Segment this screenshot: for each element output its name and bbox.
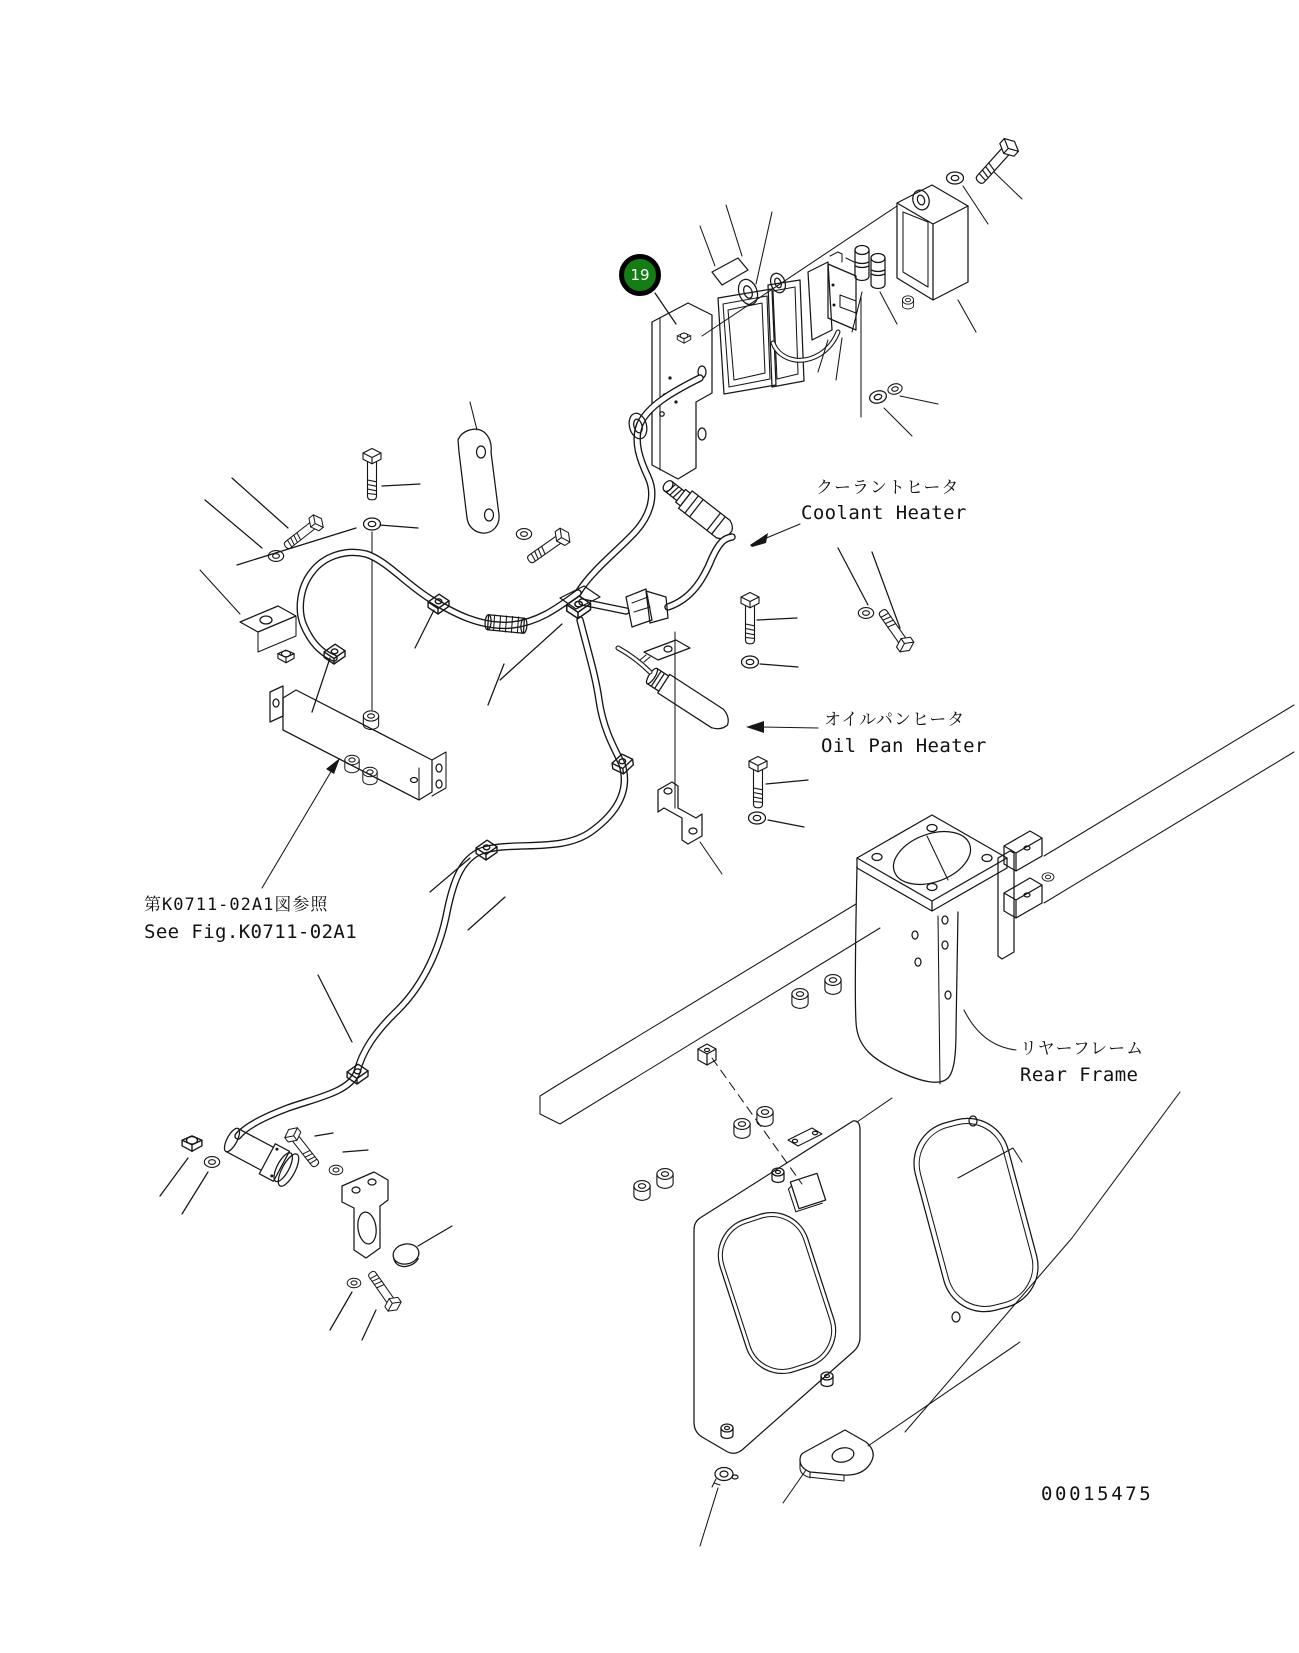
- threaded-fitting-drawing: [484, 615, 527, 634]
- oil-pan-heater-arrow: [746, 721, 818, 733]
- part-callout-19[interactable]: [619, 254, 661, 296]
- z-bracket-drawing: [658, 782, 722, 874]
- coolant-heater-label-jp: クーラントヒータ: [816, 478, 960, 498]
- bottom-connector-drawing: [219, 1122, 421, 1269]
- rear-frame-drawing: [540, 705, 1294, 1546]
- fasteners-drawing: [182, 449, 916, 1315]
- oil-pan-heater-label-en: Oil Pan Heater: [821, 735, 987, 757]
- connector-plug-drawing: [626, 589, 668, 627]
- rear-frame-label-jp: リヤーフレーム: [1020, 1039, 1145, 1059]
- coolant-heater-label-en: Coolant Heater: [801, 502, 967, 524]
- rear-frame-label-en: Rear Frame: [1020, 1064, 1139, 1086]
- washers-mid-right: [868, 382, 938, 436]
- coolant-heater-arrow: [750, 524, 800, 547]
- wiring-harness-drawing: [238, 378, 732, 1136]
- drawing-number: 00015475: [1041, 1483, 1154, 1505]
- rear-frame-leader: [964, 1010, 1016, 1050]
- leader-lines: [160, 293, 900, 1340]
- see-fig-label-jp: 第K0711-02A1図参照: [144, 895, 329, 915]
- rail-bracket-drawing: [270, 532, 446, 800]
- part-callout-number: 19: [630, 266, 650, 284]
- oil-pan-heater-part-drawing: [618, 632, 733, 808]
- see-fig-arrow: [262, 758, 340, 888]
- oil-pan-heater-label-jp: オイルパンヒータ: [824, 710, 966, 730]
- coolant-heater-part-drawing: [658, 475, 736, 543]
- heater-relay-assembly-drawing: [652, 135, 1022, 479]
- see-fig-label-en: See Fig.K0711-02A1: [144, 921, 358, 943]
- strap-bracket-drawing: [458, 402, 499, 533]
- l-bracket-drawing: [200, 570, 296, 663]
